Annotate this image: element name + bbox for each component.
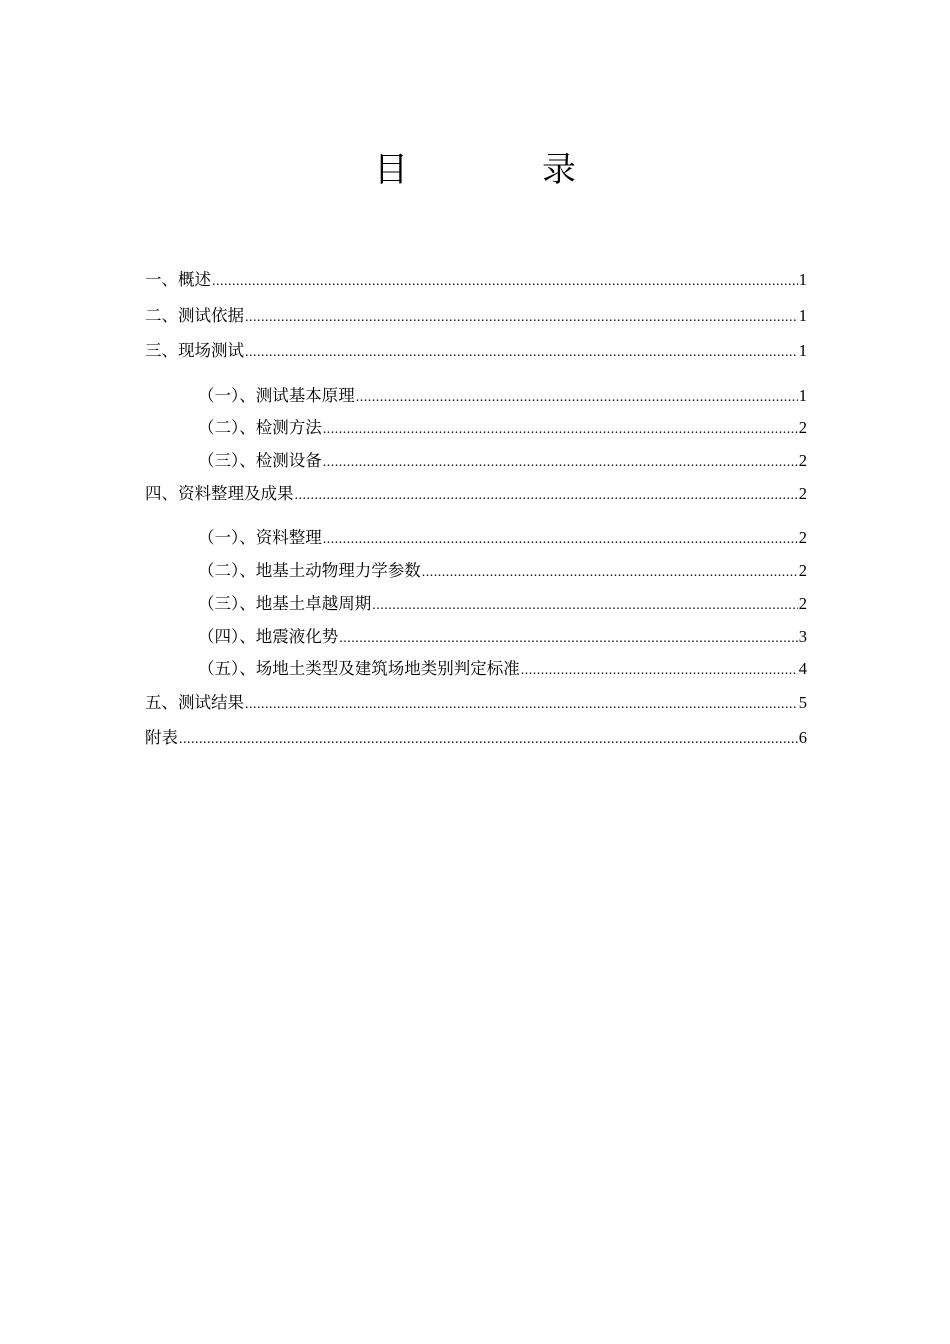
toc-leader-dots: [339, 627, 798, 651]
toc-page-number: 6: [798, 728, 807, 747]
toc-entry[interactable]: [145, 726, 807, 750]
toc-leader-dots: [323, 418, 798, 442]
toc-entry-label: 四、资料整理及成果: [145, 484, 294, 503]
toc-leader-dots: [295, 484, 798, 508]
toc-page-number: 3: [798, 627, 807, 646]
toc-page-number: 2: [798, 561, 807, 580]
toc-page-number: 1: [798, 386, 807, 405]
toc-leader-dots: [212, 270, 798, 294]
toc-entry[interactable]: [145, 268, 807, 292]
toc-page-number: 2: [798, 528, 807, 547]
toc-entry-label: （三）、地基土卓越周期: [198, 594, 372, 613]
toc-page-number: 5: [798, 693, 807, 712]
toc-subentry[interactable]: [145, 526, 807, 550]
toc-page-number: 2: [798, 594, 807, 613]
toc-leader-dots: [245, 306, 798, 330]
toc-entry-label: （四）、地震液化势: [198, 627, 339, 646]
toc-subentry[interactable]: [145, 384, 807, 408]
toc-subentry[interactable]: [145, 592, 807, 616]
toc-page-number: 1: [798, 306, 807, 325]
toc-leader-dots: [372, 594, 798, 618]
toc-leader-dots: [356, 386, 798, 410]
toc-leader-dots: [179, 728, 798, 752]
toc-entry[interactable]: [145, 339, 807, 363]
toc-subentry[interactable]: [145, 449, 807, 473]
toc-entry[interactable]: [145, 304, 807, 328]
toc-entry-label: （一）、资料整理: [198, 528, 322, 547]
toc-subentry[interactable]: [145, 559, 807, 583]
toc-entry-label: 三、现场测试: [145, 341, 244, 360]
toc-subentry[interactable]: [145, 625, 807, 649]
toc-title: 目 录: [374, 150, 626, 190]
toc-page-number: 1: [798, 270, 807, 289]
toc-entry-label: （二）、地基土动物理力学参数: [198, 561, 421, 580]
toc-leader-dots: [323, 451, 798, 475]
toc-entry-label: 二、测试依据: [145, 306, 244, 325]
toc-leader-dots: [323, 528, 798, 552]
toc-leader-dots: [521, 659, 798, 683]
toc-entry-label: （三）、检测设备: [198, 451, 322, 470]
toc-leader-dots: [422, 561, 798, 585]
toc-page-number: 4: [798, 659, 807, 678]
toc-page-number: 2: [798, 418, 807, 437]
toc-page-number: 2: [798, 451, 807, 470]
toc-page-number: 1: [798, 341, 807, 360]
toc-entry-label: （二）、检测方法: [198, 418, 322, 437]
toc-entry-label: 附表: [145, 728, 178, 747]
toc-entry[interactable]: [145, 482, 807, 506]
toc-entry[interactable]: [145, 691, 807, 715]
toc-entry-label: 一、概述: [145, 270, 211, 289]
toc-leader-dots: [245, 693, 798, 717]
toc-entry-label: 五、测试结果: [145, 693, 244, 712]
toc-entry-label: （五）、场地土类型及建筑场地类别判定标准: [198, 659, 520, 678]
toc-entry-label: （一）、测试基本原理: [198, 386, 355, 405]
toc-subentry[interactable]: [145, 416, 807, 440]
toc-leader-dots: [245, 341, 798, 365]
toc-page-number: 2: [798, 484, 807, 503]
toc-subentry[interactable]: [145, 657, 807, 681]
